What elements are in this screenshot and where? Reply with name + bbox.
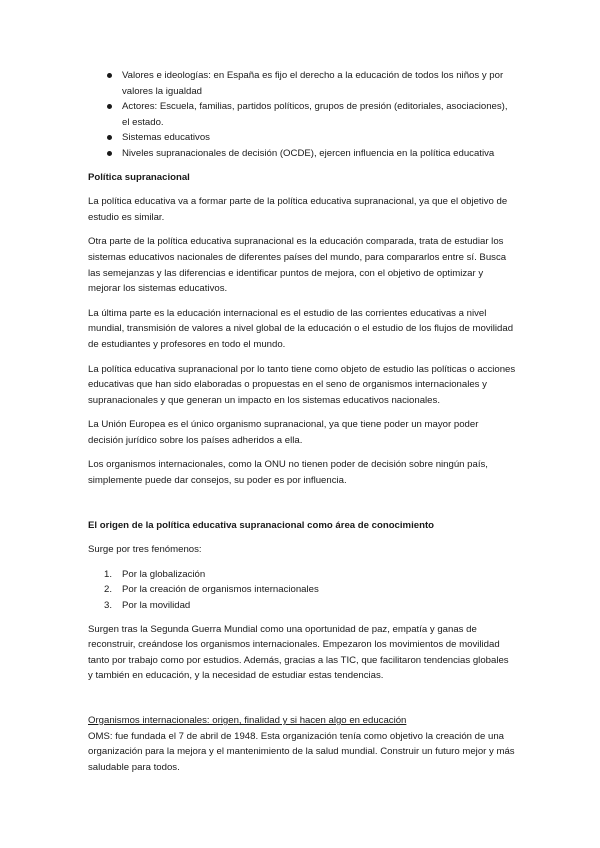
bullet-item: Sistemas educativos [88,130,516,146]
section-heading-origen: El origen de la política educativa supranacional como área de conocimiento [88,519,435,531]
document-page [88,68,516,784]
numbered-item [88,582,516,598]
paragraph: La política educativa va a formar parte de la política educativa supranacional, ya que el objetivo de estudio es similar. [88,196,508,223]
bullet-list [88,68,516,162]
item-text: Por la creación de organismos internacionales [122,584,319,596]
paragraph: La última parte es la educación internacional es el estudio de las corrientes educativas a nivel mundial, transmisión de valores a nivel global de la educación o el estudio de los flujos de movilidad de estudiantes y profesores en todo el mundo. [88,307,514,350]
paragraph: La política educativa supranacional por lo tanto tiene como objeto de estudio las políticas o acciones educativas que han sido elaboradas o propuestas en el seno de organismos internacionales y supranacionales y que generan un impacto en los sistemas educativos nacionales. [88,363,516,406]
bullet-item: Valores e ideologías: en España es fijo el derecho a la educación de todos los niños y por valores la igualdad [88,68,516,99]
spacer [88,498,516,518]
section-intro: Surge por tres fenómenos: [88,544,202,556]
item-number: 3. [104,600,113,612]
bullet-item: Niveles supranacionales de decisión (OCDE), ejercen influencia en la política educativa [88,146,516,162]
spacer [88,693,516,713]
paragraph: La Unión Europea es el único organismo supranacional, ya que tiene poder un mayor poder decisión jurídico sobre los países adheridos a ella. [88,419,479,446]
paragraph: OMS: fue fundada el 7 de abril de 1948. Esta organización tenía como objetivo la creación de una organización para la mejora y el mantenimiento de la salud mundial. Construir un futuro mejor y más saludable para todos. [88,730,515,773]
item-number: 1. [104,568,113,580]
item-number: 2. [104,584,113,596]
numbered-item [88,567,516,583]
numbered-item [88,598,516,614]
paragraph: Los organismos internacionales, como la ONU no tienen poder de decisión sobre ningún país, simplemente puede dar consejos, su poder es por influencia. [88,459,488,487]
section-heading-politica-supranacional: Política supranacional [88,171,190,183]
item-text: Por la globalización [122,568,206,580]
section-heading-organismos: Organismos internacionales: origen, finalidad y si hacen algo en educación [88,715,407,726]
paragraph: Surgen tras la Segunda Guerra Mundial como una oportunidad de paz, empatía y ganas de reconstruir, creándose los organismos internacionales. Empezaron los movimientos de movilidad tanto por trabajo como por estudios. Además, gracias a las TIC, que facilitaron tendencias globales y también en educación, y la necesidad de estudiar estas tendencias. [88,623,509,682]
paragraph: Otra parte de la política educativa supranacional es la educación comparada, trata de estudiar los sistemas educativos nacionales de diferentes países del mundo, para compararlos entre sí. Busca las semejanzas y las diferencias e identificar puntos de mejora, con el objetivo de optimizar y mejorar los sistemas educativos. [88,236,507,295]
bullet-item: Actores: Escuela, familias, partidos políticos, grupos de presión (editoriales, asociaciones), el estado. [88,99,516,130]
numbered-list [88,567,516,614]
item-text: Por la movilidad [122,600,191,612]
